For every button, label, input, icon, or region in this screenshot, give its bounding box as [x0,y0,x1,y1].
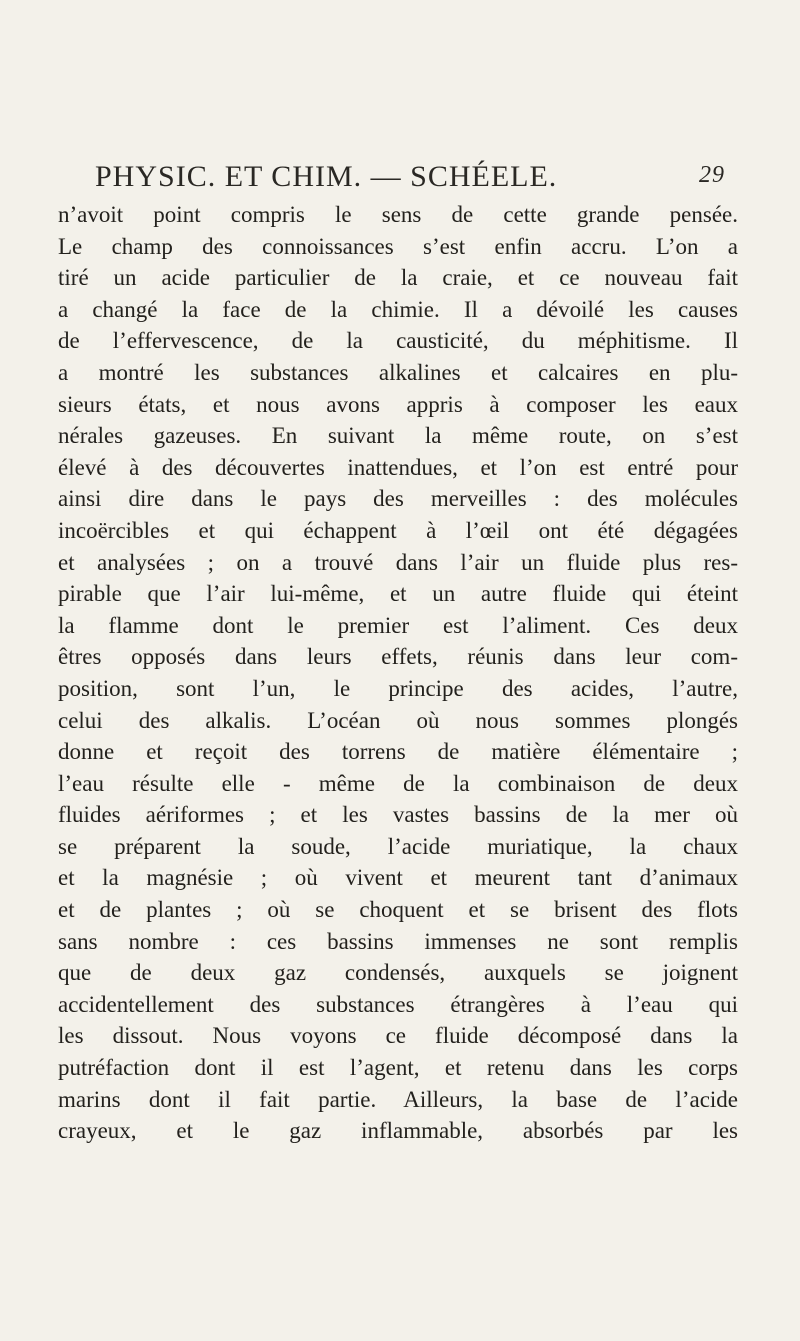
text-line: tiré un acide particulier de la craie, et ce nouveau fait [58,265,738,291]
text-line: élevé à des découvertes inattendues, et l’on est entré pour [58,454,738,480]
text-line: la flamme dont le premier est l’aliment. Ces deux [58,612,738,638]
text-line: marins dont il fait partie. Ailleurs, la base de l’acide [58,1086,738,1112]
text-line: que de deux gaz condensés, auxquels se joignent [58,960,738,986]
text-line: position, sont l’un, le principe des acides, l’autre, [58,675,738,701]
text-line: êtres opposés dans leurs effets, réunis dans leur com- [58,644,738,670]
text-line: celui des alkalis. L’océan où nous sommes plongés [58,707,738,733]
text-line: et de plantes ; où se choquent et se brisent des flots [58,897,738,923]
text-line: sieurs états, et nous avons appris à composer les eaux [58,391,738,417]
text-line: a changé la face de la chimie. Il a dévoilé les causes [58,296,738,322]
text-line: accidentellement des substances étrangères à l’eau qui [58,991,738,1017]
text-line: Le champ des connoissances s’est enfin accru. L’on a [58,233,738,259]
text-line: a montré les substances alkalines et calcaires en plu- [58,359,738,385]
running-head [95,160,725,204]
text-line: pirable que l’air lui-même, et un autre fluide qui éteint [58,581,738,607]
text-line: crayeux, et le gaz inflammable, absorbés par les [58,1118,738,1144]
text-line: et analysées ; on a trouvé dans l’air un fluide plus res- [58,549,738,575]
text-line: n’avoit point compris le sens de cette grande pensée. [58,202,738,227]
running-title: PHYSIC. ET CHIM. — SCHÉELE. [95,160,558,193]
text-line: donne et reçoit des torrens de matière élémentaire ; [58,739,738,765]
text-line: fluides aériformes ; et les vastes bassins de la mer où [58,802,738,828]
text-line: et la magnésie ; où vivent et meurent tant d’animaux [58,865,738,891]
text-line: l’eau résulte elle - même de la combinaison de deux [58,770,738,796]
text-line: incoërcibles et qui échappent à l’œil ont été dégagées [58,517,738,543]
text-line: nérales gazeuses. En suivant la même route, on s’est [58,423,738,449]
text-line: les dissout. Nous voyons ce fluide décomposé dans la [58,1023,738,1049]
body-text [58,199,738,1147]
text-line: putréfaction dont il est l’agent, et retenu dans les corps [58,1055,738,1081]
text-line: sans nombre : ces bassins immenses ne sont remplis [58,928,738,954]
page-number: 29 [699,162,725,188]
text-line: ainsi dire dans le pays des merveilles : des molécules [58,486,738,512]
text-line: de l’effervescence, de la causticité, du méphitisme. Il [58,328,738,354]
text-line: se préparent la soude, l’acide muriatique, la chaux [58,833,738,859]
